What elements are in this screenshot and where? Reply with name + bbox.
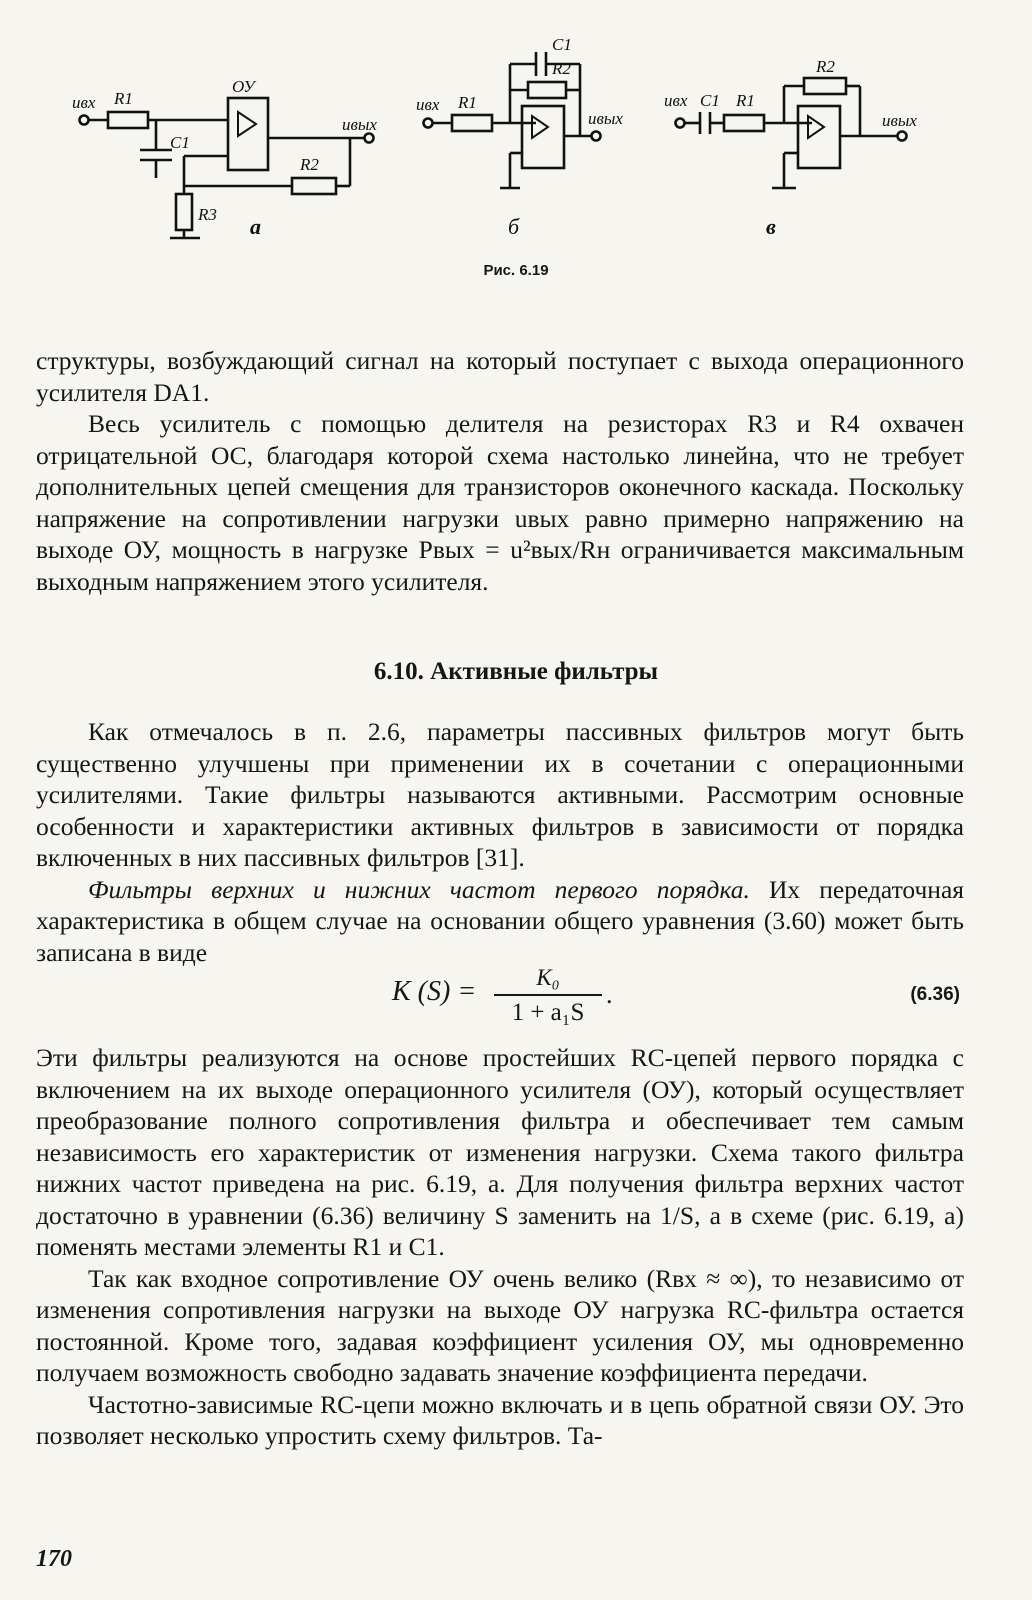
- label-b-r2: R2: [552, 59, 571, 78]
- formula-fraction: [494, 964, 602, 1028]
- formula-6-36: [0, 965, 1032, 1028]
- section-heading: 6.10. Активные фильтры: [373, 658, 659, 685]
- paragraph-1: структуры, возбуждающий сигнал на который поступает с выхода операционного усилителя DA1.: [36, 346, 964, 407]
- formula-tail: .: [606, 980, 613, 1009]
- paragraph-4: [36, 874, 964, 969]
- label-c-c1: C1: [700, 91, 720, 110]
- page-number: 170: [36, 1546, 72, 1572]
- paragraph-7: Частотно-зависимые RC-цепи можно включать и в цепь обратной связи ОУ. Это позволяет несколько упростить схему фильтров. Та-: [36, 1389, 964, 1450]
- paragraph-2: Весь усилитель с помощью делителя на резисторах R3 и R4 охвачен отрицательной ОС, благодаря которой схема настолько линейна, что не требует дополнительных цепей смещения для транзисторов оконечного каскада. Поскольку напряжение на сопротивлении нагрузки uвых равно примерно напряжению на выходе ОУ, мощность в нагрузке Pвых = u²вых/Rн ограничивается максимальным выходным напряжением этого усилителя.: [36, 409, 964, 596]
- panel-letter-a: а: [250, 214, 261, 239]
- label-a-r3: R3: [198, 205, 217, 224]
- label-c-r1: R1: [736, 91, 755, 110]
- text-block-bottom: [36, 1042, 964, 1452]
- formula-lhs: K (S) =: [392, 976, 477, 1007]
- paragraph-6: Так как входное сопротивление ОУ очень велико (Rвх ≈ ∞), то независимо от изменения сопротивления нагрузки на выходе ОУ нагрузка RC-фильтра остается постоянной. Кроме того, задавая коэффициент усиления ОУ, мы одновременно получаем возможность свободно задавать значение коэффициента передачи.: [36, 1263, 964, 1387]
- circuit-a: [80, 98, 374, 238]
- label-c-uout: uвых: [882, 111, 917, 130]
- label-a-r1: R1: [114, 89, 133, 108]
- formula-denominator: 1 + a₁S: [511, 999, 585, 1026]
- label-c-r2: R2: [816, 57, 835, 76]
- label-c-uin: uвх: [664, 91, 688, 110]
- label-a-c1: C1: [170, 133, 190, 152]
- formula-numerator: K₀: [536, 965, 560, 990]
- label-b-r1: R1: [458, 93, 477, 112]
- fraction-bar: [494, 994, 602, 996]
- label-a-r2: R2: [300, 155, 319, 174]
- circuit-b: [424, 52, 601, 188]
- figure-caption: Рис. 6.19: [483, 262, 549, 279]
- label-a-uout: uвых: [342, 115, 377, 134]
- panel-letter-c: в: [766, 214, 776, 239]
- label-b-uin: uвх: [416, 95, 440, 114]
- label-a-opamp: ОУ: [232, 77, 255, 96]
- formula-number: (6.36): [910, 984, 960, 1005]
- figure-6-19: [60, 28, 960, 298]
- text-block-middle: [36, 716, 964, 968]
- text-block-top: [36, 345, 964, 597]
- label-b-c1: C1: [552, 35, 572, 54]
- paragraph-5: Эти фильтры реализуются на основе простейших RC-цепей первого порядка с включением на их выходе операционного усилителя (ОУ), который осуществляет преобразование полного сопротивления фильтра и обеспечивает тем самым независимость его характеристик от изменения нагрузки. Схема такого фильтра нижних частот приведена на рис. 6.19, а. Для получения фильтра верхних частот достаточно в уравнении (6.36) величину S заменить на 1/S, а в схеме (рис. 6.19, а) поменять местами элементы R1 и C1.: [36, 1043, 964, 1261]
- label-a-uin: uвх: [72, 93, 96, 112]
- paragraph-4-text: Их передаточная характеристика в общем случае на основании общего уравнения (3.60) может быть записана в виде: [36, 874, 964, 967]
- label-b-uout: uвых: [588, 109, 623, 128]
- panel-letter-b: б: [508, 214, 520, 239]
- paragraph-4-italic-lead: Фильтры верхних и нижних частот первого порядка.: [88, 874, 750, 904]
- paragraph-3: Как отмечалось в п. 2.6, параметры пассивных фильтров могут быть существенно улучшены при применении их в сочетании с операционными усилителями. Такие фильтры называются активными. Рассмотрим основные особенности и характеристики активных фильтров в зависимости от порядка включенных в них пассивных фильтров [31].: [36, 717, 964, 872]
